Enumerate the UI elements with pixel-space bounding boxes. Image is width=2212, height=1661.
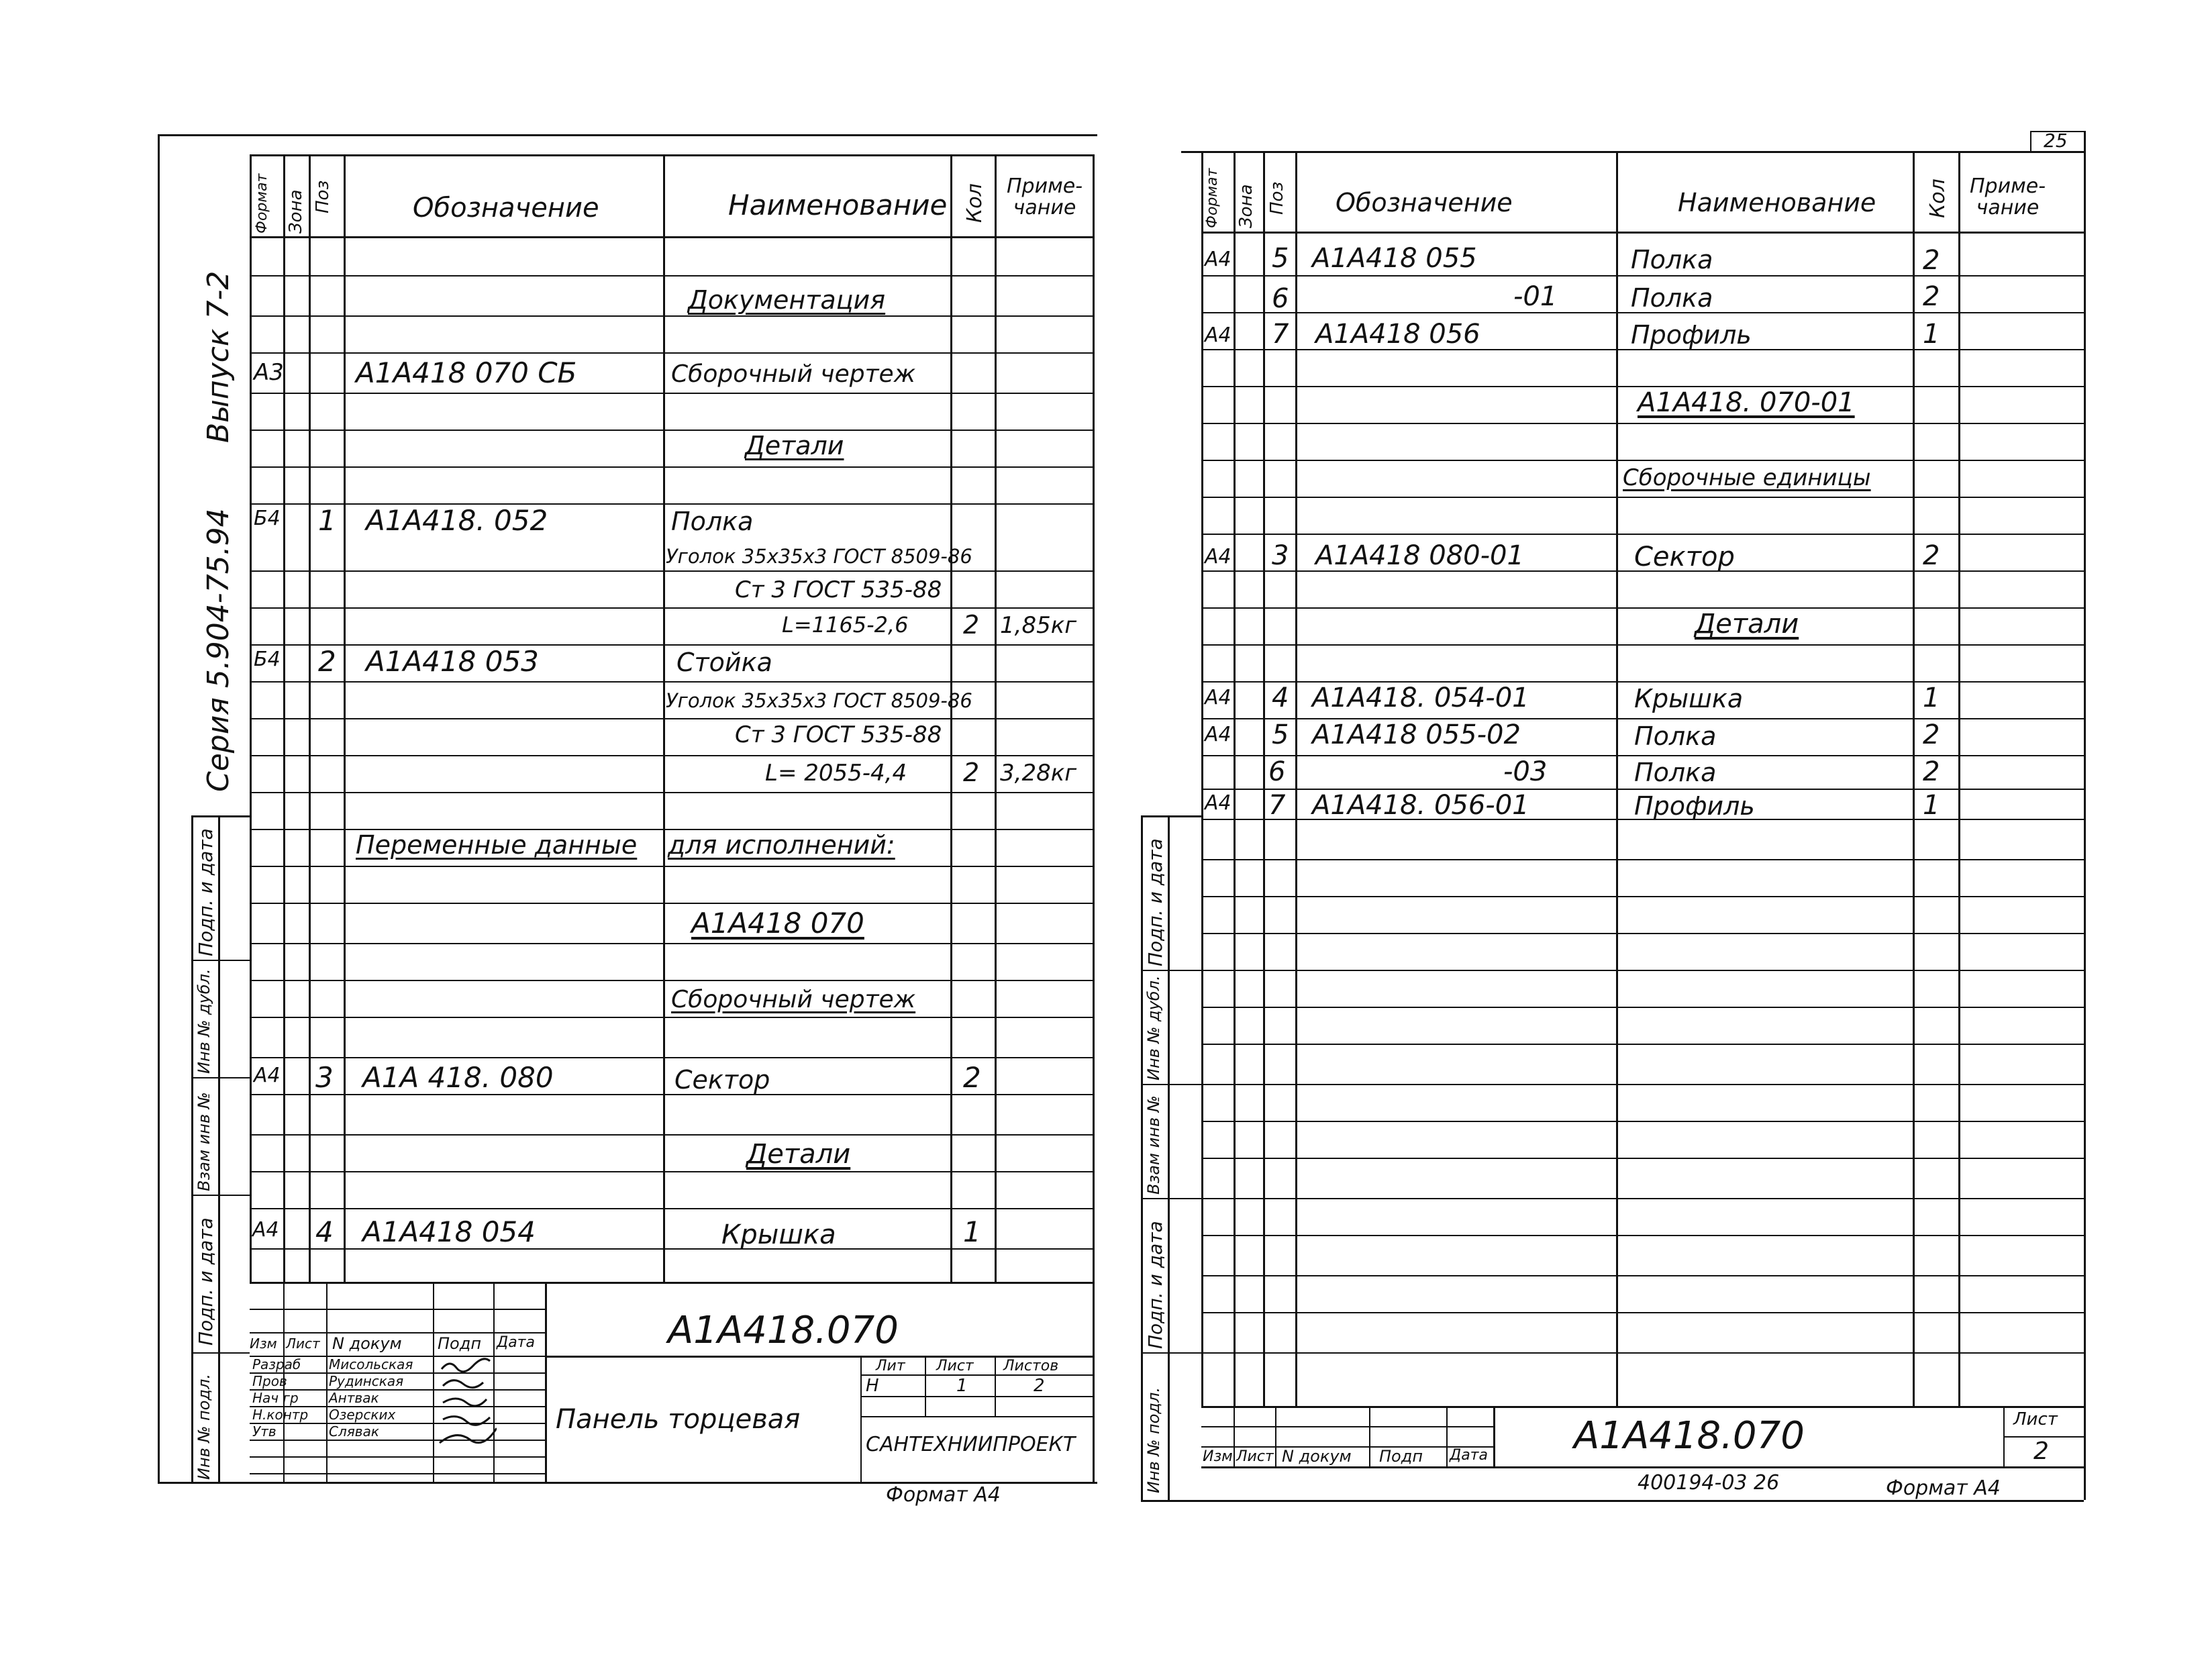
left-sheet — [158, 134, 1097, 1483]
left-row-details-2: Детали — [746, 1139, 851, 1170]
left-header-zone: Зона — [286, 189, 306, 234]
left-row-pos-1: 1 — [318, 504, 336, 537]
right-row-pos-2: 6 — [1272, 283, 1289, 314]
left-row-format-b4-1: Б4 — [254, 507, 281, 530]
right-row-qty-8: 2 — [1923, 540, 1940, 571]
left-row-steel-1: Ст 3 ГОСТ 535-88 — [735, 576, 942, 603]
right-header-designation: Обозначение — [1336, 188, 1513, 217]
right-row-designation-14: А1А418. 056-01 — [1312, 790, 1529, 821]
right-row-name-2: Полка — [1631, 283, 1713, 313]
right-row-name-12: Полка — [1634, 721, 1717, 751]
left-row-designation-080: А1А 418. 080 — [362, 1061, 554, 1094]
right-row-pos-13: 6 — [1268, 756, 1286, 787]
left-row-name-sector: Сектор — [674, 1065, 770, 1095]
left-tb-role-1: Разраб — [252, 1356, 301, 1372]
right-tb-sheet: 2 — [2033, 1438, 2049, 1465]
left-header-qty: Кол — [963, 183, 987, 223]
left-header-pos: Поз — [313, 180, 333, 213]
left-row-pos-4: 4 — [315, 1215, 334, 1248]
right-row-qty-12: 2 — [1923, 719, 1940, 750]
left-row-name-assembly: Сборочный чертеж — [671, 360, 916, 388]
right-page-number: 25 — [2044, 130, 2068, 152]
signatures — [436, 1356, 497, 1476]
left-row-qty-1: 2 — [963, 610, 980, 640]
right-row-format-1: А4 — [1205, 248, 1231, 271]
right-row-format-11: А4 — [1205, 686, 1231, 709]
left-tb-role-5: Утв — [252, 1423, 276, 1440]
right-row-qty-1: 2 — [1923, 245, 1940, 276]
left-tb-head-list: Лист — [286, 1336, 320, 1352]
left-row-steel-2: Ст 3 ГОСТ 535-88 — [735, 721, 942, 748]
left-tb-lit: Н — [866, 1376, 879, 1396]
left-row-angle-1: Уголок 35х35х3 ГОСТ 8509-86 — [666, 545, 972, 568]
right-row-format-8: А4 — [1205, 545, 1231, 568]
left-stamp-sign-date-1: Подп. и дата — [195, 828, 217, 956]
right-row-designation-11: А1А418. 054-01 — [1312, 683, 1529, 713]
right-stamp-sign-date-2: Подп. и дата — [1144, 1221, 1166, 1349]
left-tb-lit-head: Лит — [876, 1358, 905, 1374]
left-tb-head-date: Дата — [497, 1334, 535, 1351]
left-tb-sheet-head: Лист — [936, 1358, 974, 1374]
right-row-name-3: Профиль — [1631, 320, 1752, 350]
right-row-designation-3: А1А418 056 — [1315, 319, 1480, 350]
left-row-format-b4-2: Б4 — [254, 648, 281, 671]
left-row-for-versions: для исполнений: — [668, 830, 895, 860]
right-row-pos-11: 4 — [1272, 683, 1289, 713]
right-row-name-1: Полка — [1631, 245, 1713, 274]
left-header-note: Приме- чание — [1007, 174, 1083, 219]
right-row-pos-8: 3 — [1272, 540, 1289, 571]
right-tb-head-sign: Подп — [1379, 1447, 1423, 1466]
left-series-label: Серия 5.904-75.94 — [201, 508, 236, 792]
right-header-pos: Поз — [1267, 181, 1287, 215]
left-tb-head-doc: N докум — [332, 1334, 402, 1353]
left-tb-sheets: 2 — [1034, 1376, 1045, 1396]
right-row-assembly-units: Сборочные единицы — [1623, 464, 1871, 491]
left-stamp-replace-inv: Взам инв № — [195, 1092, 213, 1191]
left-row-pos-3: 3 — [315, 1061, 334, 1094]
left-row-format-a3: А3 — [254, 359, 284, 386]
right-row-pos-14: 7 — [1268, 790, 1286, 821]
right-row-designation-1: А1А418 055 — [1312, 243, 1477, 274]
left-row-qty-4: 1 — [963, 1215, 981, 1248]
right-row-details: Детали — [1695, 609, 1799, 640]
left-row-format-a4-3: А4 — [254, 1064, 281, 1087]
right-row-pos-12: 5 — [1272, 719, 1289, 750]
left-stamp-inv-orig: Инв № подл. — [195, 1374, 213, 1480]
left-tb-title: Панель торцевая — [556, 1404, 801, 1435]
right-tb-code: А1А418.070 — [1574, 1414, 1805, 1458]
right-header-format: Формат — [1204, 168, 1221, 228]
left-row-assembly-2: Сборочный чертеж — [671, 986, 916, 1013]
left-tb-role-2: Пров — [252, 1373, 287, 1389]
right-tb-head-date: Дата — [1450, 1447, 1488, 1464]
right-row-pos-1: 5 — [1272, 243, 1289, 274]
right-row-name-11: Крышка — [1634, 684, 1744, 713]
right-header-name: Наименование — [1678, 188, 1876, 217]
right-row-format-14: А4 — [1205, 791, 1231, 815]
left-tb-name-5: Слявак — [329, 1423, 379, 1440]
left-row-angle-2: Уголок 35х35х3 ГОСТ 8509-86 — [666, 689, 972, 712]
left-row-mass-2: 3,28кг — [1000, 760, 1077, 787]
right-row-qty-13: 2 — [1923, 756, 1940, 787]
left-row-qty-2: 2 — [963, 758, 980, 787]
right-row-format-12: А4 — [1205, 723, 1231, 746]
right-tb-head-list: Лист — [1236, 1448, 1274, 1465]
left-tb-name-4: Озерских — [329, 1407, 396, 1423]
left-row-code-070: А1А418 070 — [691, 907, 864, 940]
right-row-name-8: Сектор — [1634, 542, 1735, 572]
left-tb-sheets-head: Листов — [1003, 1358, 1059, 1374]
right-row-qty-2: 2 — [1923, 281, 1940, 312]
right-row-designation-13: -03 — [1503, 756, 1548, 787]
right-row-format-3: А4 — [1205, 323, 1231, 347]
right-row-name-14: Профиль — [1634, 791, 1755, 821]
left-row-designation-054: А1А418 054 — [362, 1215, 536, 1248]
left-tb-role-3: Нач гр — [252, 1390, 299, 1406]
right-stamp-sign-date-1: Подп. и дата — [1144, 838, 1166, 966]
right-tb-sheet-head: Лист — [2013, 1409, 2058, 1429]
left-row-designation-sb: А1А418 070 СБ — [356, 356, 577, 389]
right-row-qty-3: 1 — [1923, 319, 1940, 350]
right-row-qty-14: 1 — [1923, 790, 1940, 821]
left-row-qty-3: 2 — [963, 1061, 981, 1094]
left-stamp-inv-dupl: Инв № дубл. — [195, 968, 213, 1074]
left-issue-label: Выпуск 7-2 — [201, 270, 236, 443]
left-tb-name-1: Мисольская — [329, 1356, 413, 1372]
left-row-length-2: L= 2055-4,4 — [765, 760, 907, 787]
left-tb-sheet: 1 — [956, 1376, 968, 1396]
right-tb-head-doc: N докум — [1282, 1447, 1352, 1466]
right-header-zone: Зона — [1236, 184, 1256, 228]
right-row-qty-11: 1 — [1923, 683, 1940, 713]
right-row-variant-01: А1А418. 070-01 — [1638, 387, 1855, 418]
right-row-designation-8: А1А418 080-01 — [1315, 540, 1524, 571]
left-row-designation-053: А1А418 053 — [366, 645, 539, 678]
left-tb-org: САНТЕХНИИПРОЕКТ — [866, 1433, 1076, 1456]
left-row-documentation: Документация — [688, 285, 886, 315]
left-header-format: Формат — [254, 173, 270, 234]
left-row-format-a4-4: А4 — [252, 1218, 279, 1242]
right-tb-order: 400194-03 26 — [1638, 1471, 1780, 1495]
right-row-pos-3: 7 — [1272, 319, 1289, 350]
left-tb-role-4: Н.контр — [252, 1407, 309, 1423]
left-tb-name-3: Антвак — [329, 1390, 379, 1406]
right-header-qty: Кол — [1926, 179, 1950, 218]
left-row-pos-2: 2 — [318, 645, 336, 678]
left-row-variable-data: Переменные данные — [356, 830, 638, 860]
left-tb-name-2: Рудинская — [329, 1373, 404, 1389]
left-row-name-shelf: Полка — [671, 507, 754, 536]
left-tb-format: Формат А4 — [886, 1483, 1001, 1507]
left-header-designation: Обозначение — [413, 193, 599, 223]
right-header-note: Приме- чание — [1970, 174, 2046, 219]
right-row-designation-2: -01 — [1513, 281, 1558, 312]
left-row-details-1: Детали — [745, 431, 844, 460]
left-tb-head-sign: Подп — [438, 1334, 482, 1353]
right-row-name-13: Полка — [1634, 758, 1717, 787]
left-row-length-1: L=1165-2,6 — [782, 612, 909, 638]
right-tb-format: Формат А4 — [1886, 1476, 2001, 1500]
right-tb-head-izm: Изм — [1203, 1448, 1233, 1465]
left-row-name-cover: Крышка — [721, 1219, 836, 1250]
right-stamp-replace-inv: Взам инв № — [1144, 1095, 1163, 1195]
left-row-designation-052: А1А418. 052 — [366, 504, 548, 537]
left-stamp-sign-date-2: Подп. и дата — [195, 1217, 217, 1346]
left-tb-head-izm: Изм — [250, 1336, 277, 1352]
left-tb-code: А1А418.070 — [668, 1309, 899, 1352]
left-row-mass-1: 1,85кг — [1000, 612, 1077, 639]
left-row-name-post: Стойка — [676, 648, 772, 677]
right-stamp-inv-dupl: Инв № дубл. — [1144, 975, 1163, 1080]
right-row-designation-12: А1А418 055-02 — [1312, 719, 1521, 750]
left-header-name: Наименование — [728, 189, 948, 221]
right-stamp-inv-orig: Инв № подл. — [1144, 1387, 1163, 1493]
